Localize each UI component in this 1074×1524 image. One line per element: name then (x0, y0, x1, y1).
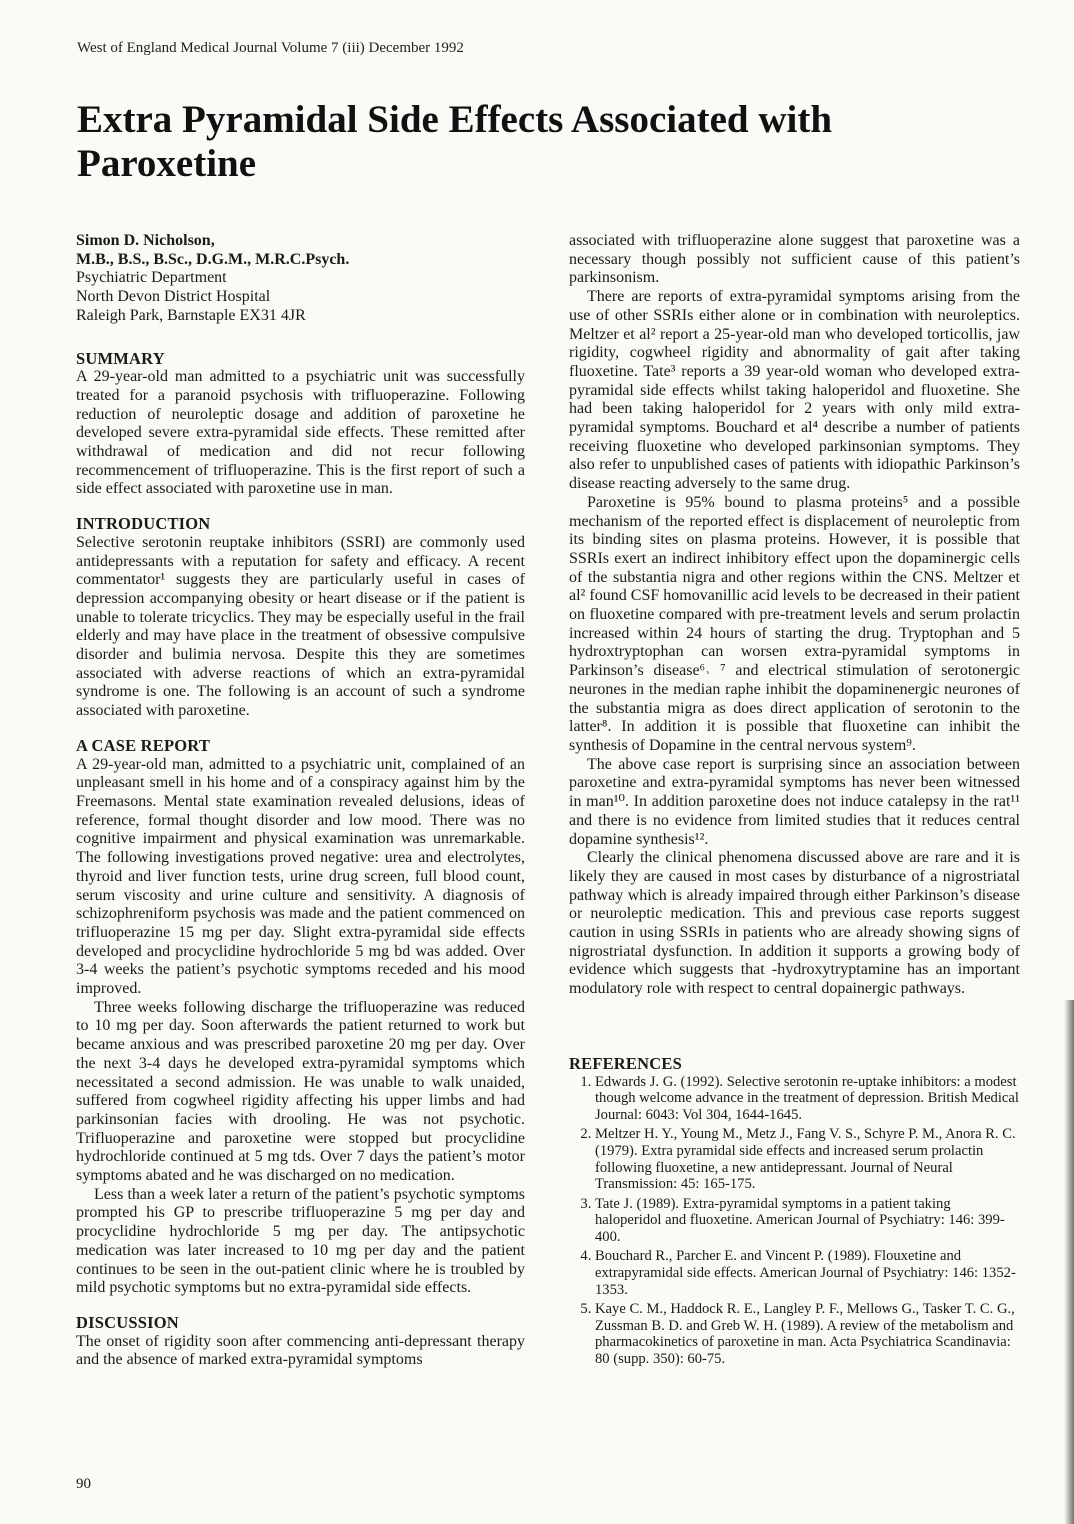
page-number: 90 (76, 1476, 91, 1492)
reference-item: 2. Meltzer H. Y., Young M., Metz J., Fang V. S., Schyre P. M., Anora R. C. (1979). Extra pyramidal side effects and increased serum prolactin following fluoxetine, a new antidepressant. Journal of Neural Transmission: 45: 165-175. (595, 1126, 1020, 1192)
discussion-paragraph: associated with trifluoperazine alone suggest that paroxetine was a necessary though possibly not sufficient cause of this patient’s parkinsonism. (569, 232, 1020, 287)
author-name: Simon D. Nicholson, (76, 232, 215, 249)
discussion-paragraph: The above case report is surprising since an association between paroxetine and extra-pyramidal symptoms has never been witnessed in man¹⁰. In addition paroxetine does not induce catalepsy in the rat¹¹ and there is no evidence from limited studies that it reduces central dopamine synthesis¹². (569, 755, 1020, 848)
right-column (569, 232, 1020, 1371)
author-qualifications: M.B., B.S., B.Sc., D.G.M., M.R.C.Psych. (76, 250, 350, 268)
author-block (76, 232, 525, 326)
references-heading: REFERENCES (569, 1053, 682, 1073)
author-department: Psychiatric Department (76, 269, 227, 287)
introduction-heading: INTRODUCTION (76, 514, 211, 534)
discussion-paragraph: Paroxetine is 95% bound to plasma proteins⁵ and a possible mechanism of the reported effect is displacement of neuroleptic from its binding sites on plasma proteins. However, it is possible that SSRIs exert an indirect inhibitory effect upon the dopaminergic cells of the substantia nigra and other regions within the CNS. Meltzer et al² found CSF homovanillic acid levels to be decreased in their patient on fluoxetine compared with pre-treatment levels and serum prolactin increased within 24 hours of starting the drug. Tryptophan and 5 hydroxtryptophan can worsen extra-pyramidal symptoms in Parkinson’s disease⁶˒ ⁷ and electrical stimulation of serotonergic neurones in the median raphe inhibit the dopaminenergic neurones of the substantia migra as does direct application of serotonin to the latter⁸. In addition it is possible that fluoxetine can inhibit the synthesis of Dopamine in the central nervous system⁹. (569, 493, 1020, 754)
summary-text: A 29-year-old man admitted to a psychiatric unit was successfully treated for a paranoid psychosis with trifluoperazine. Following reduction of neuroleptic dosage and addition of paroxetine he developed severe extra-pyramidal side effects. These remitted after withdrawal of medication and did not recur following recommencement of trifluoperazine. This is the first report of such a side effect associated with paroxetine use in man. (76, 368, 525, 498)
references-list (569, 1074, 1020, 1368)
case-report-paragraph: A 29-year-old man, admitted to a psychiatric unit, complained of an unpleasant smell in his home and of a conspiracy against him by the Freemasons. Mental state examination revealed delusions, ideas of reference, formal thought disorder and low mood. There was no cognitive impairment and physical examination was unremarkable. The following investigations proved negative: urea and electrolytes, thyroid and liver function tests, urine drug screen, full blood count, serum viscosity and urine culture and sensitivity. A diagnosis of schizophreniform psychosis was made and the patient commenced on trifluoperazine 15 mg per day. Slight extra-pyramidal side effects developed and procyclidine hydrochloride 5 mg bd was added. Over 3-4 weeks the patient’s psychotic symptoms receded and his mood improved. (76, 755, 525, 998)
article-title: Extra Pyramidal Side Effects Associated with Paroxetine (77, 98, 833, 185)
reference-item: 5. Kaye C. M., Haddock R. E., Langley P. F., Mellows G., Tasker T. C. G., Zussman B. D. and Greb W. H. (1989). A review of the metabolism and pharmacokinetics of paroxetine in man. Acta Psychiatrica Scandinavia: 80 (supp. 350): 60-75. (595, 1301, 1020, 1367)
running-head: West of England Medical Journal Volume 7 (iii) December 1992 (77, 40, 464, 56)
author-hospital: North Devon District Hospital (76, 288, 271, 306)
discussion-paragraph: Clearly the clinical phenomena discussed above are rare and it is likely they are caused in most cases by disturbance of a nigrostriatal pathway which is already impaired through either Parkinson’s disease or neuroleptic medication. This and previous case reports suggest caution in using SSRIs in patients who are already showing signs of nigrostriatal dysfunction. In addition it supports a growing body of evidence which suggests that -hydroxytryptamine has an important modulatory role with respect to central dopainergic pathways. (569, 849, 1020, 998)
reference-item: 3. Tate J. (1989). Extra-pyramidal symptoms in a patient taking haloperidol and fluoxetine. American Journal of Psychiatry: 146: 399-400. (595, 1196, 1020, 1246)
summary-heading: SUMMARY (76, 348, 165, 368)
page-edge-shadow (1064, 1000, 1074, 1524)
author-address: Raleigh Park, Barnstaple EX31 4JR (76, 306, 306, 324)
discussion-paragraph: There are reports of extra-pyramidal symptoms arising from the use of other SSRIs either alone or in combination with neuroleptics. Meltzer et al² report a 25-year-old man who developed torticollis, jaw rigidity, cogwheel rigidity and abnormality of gait after taking fluoxetine. Tate³ reports a 39 year-old woman who developed extra-pyramidal side effects whilst taking haloperidol and fluoxetine. She had been taking haloperidol for 2 years with only mild extra-pyramidal symptoms. Bouchard et al⁴ describe a number of patients receiving fluoxetine who developed parkinsonian symptoms. They also refer to unpublished cases of patients with idiopathic Parkinson’s disease reacting adversely to the same drug. (569, 288, 1020, 493)
case-report-paragraph: Less than a week later a return of the patient’s psychotic symptoms prompted his GP to prescribe trifluoperazine 5 mg per day and procyclidine hydrochloride 5 mg per day. The antipsychotic medication was later increased to 10 mg per day and the patient continues to be seen in the out-patient clinic where he is troubled by mild psychotic symptoms but no extra-pyramidal side effects. (76, 1185, 525, 1297)
case-report-heading: A CASE REPORT (76, 735, 211, 755)
reference-item: 1. Edwards J. G. (1992). Selective serotonin re-uptake inhibitors: a modest though welcome advance in the treatment of depression. British Medical Journal: 6043: Vol 304, 1644-1645. (595, 1074, 1020, 1124)
discussion-text-start: The onset of rigidity soon after commencing anti-depressant therapy and the absence of marked extra-pyramidal symptoms (76, 1332, 525, 1369)
left-column (76, 232, 525, 1370)
discussion-heading: DISCUSSION (76, 1312, 179, 1332)
introduction-text: Selective serotonin reuptake inhibitors (SSRI) are commonly used antidepressants with a reputation for safety and efficacy. A recent commentator¹ suggests they are particularly useful in cases of depression accompanying obesity or heart disease or if the patient is unable to tolerate tricyclics. They may be especially useful in the frail elderly and may have place in the treatment of obsessive compulsive disorder and bulimia nervosa. Despite this they are sometimes associated with adverse reactions of which an extra-pyramidal syndrome is one. The following is an account of such a syndrome associated with paroxetine. (76, 533, 525, 720)
case-report-paragraph: Three weeks following discharge the trifluoperazine was reduced to 10 mg per day. Soon afterwards the patient returned to work but became anxious and was prescribed paroxetine 20 mg per day. Over the next 3-4 days he developed extra-pyramidal symptoms which necessitated a second admission. He was unable to walk unaided, suffered from cogwheel rigidity affecting his upper limbs and had parkinsonian facies with drooling. He was not psychotic. Trifluoperazine and paroxetine were stopped but procyclidine hydrochloride continued at 5 mg tds. Over 7 days the patient’s motor symptoms abated and he was discharged on no medication. (76, 998, 525, 1185)
reference-item: 4. Bouchard R., Parcher E. and Vincent P. (1989). Flouxetine and extrapyramidal side effects. American Journal of Psychiatry: 146: 1352-1353. (595, 1248, 1020, 1298)
